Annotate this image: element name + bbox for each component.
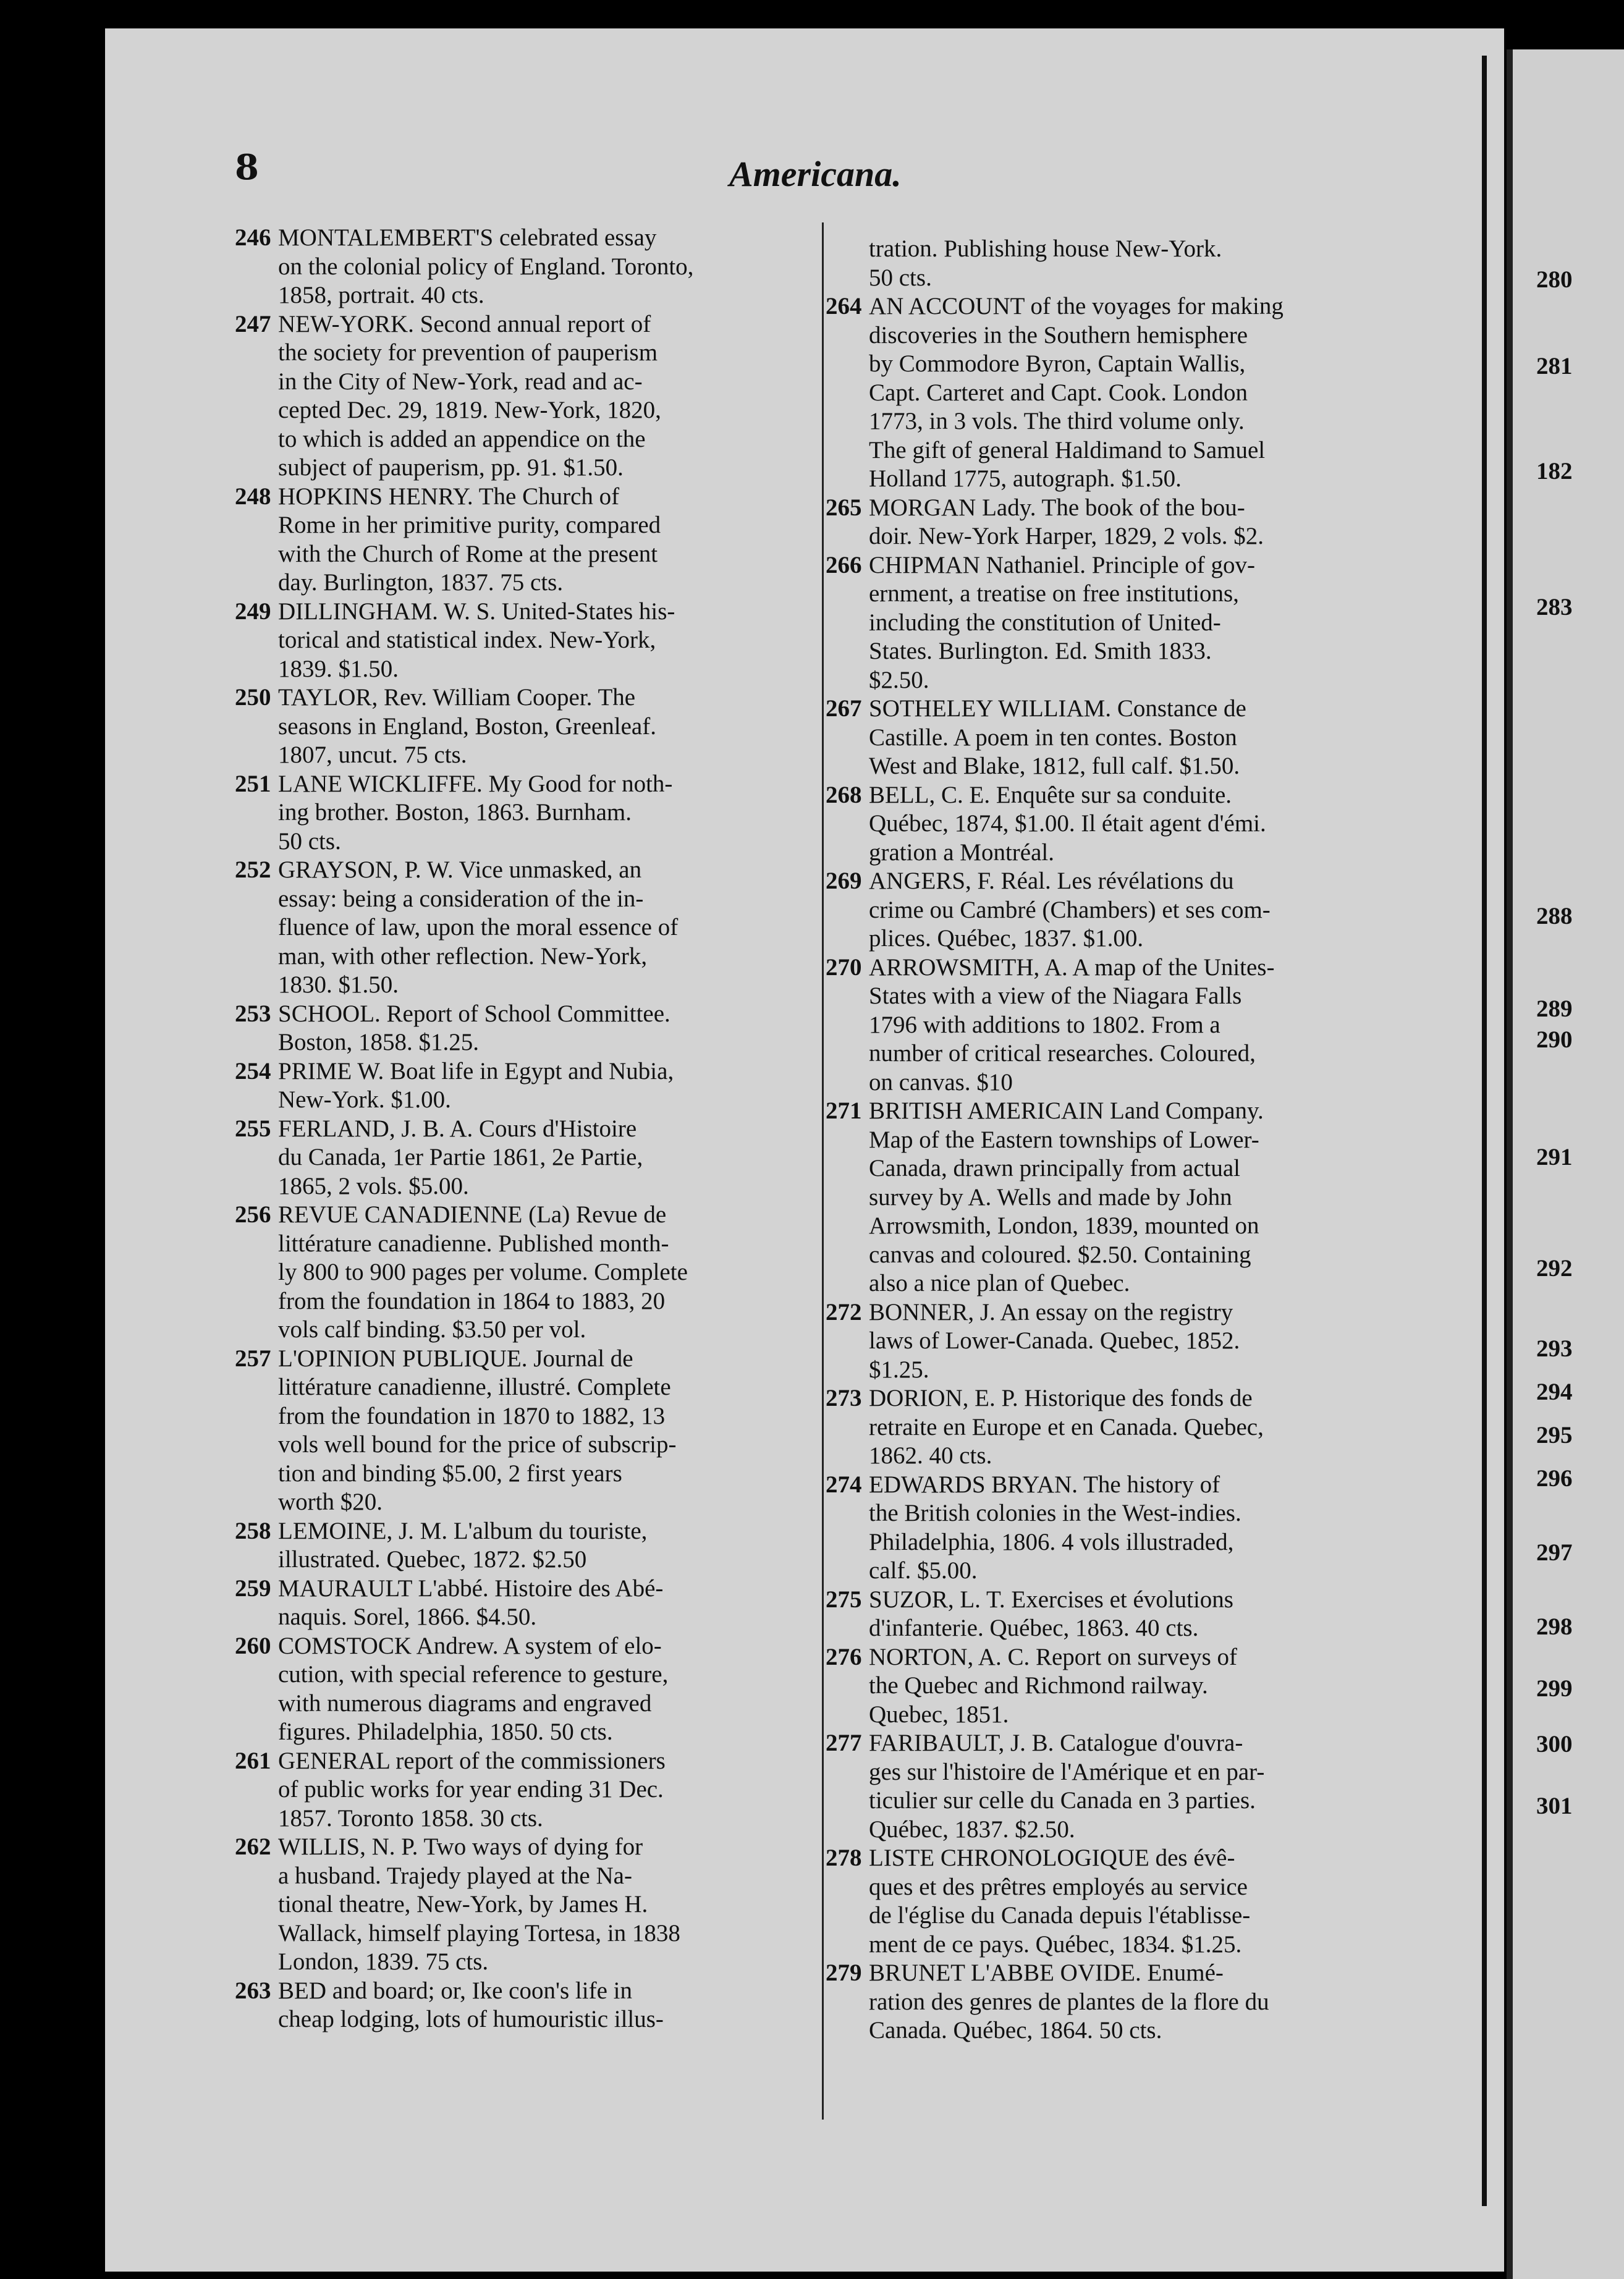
entry-number: 271 xyxy=(826,1097,862,1124)
entry-number: 257 xyxy=(235,1345,271,1372)
next-page-entry-number: 293 xyxy=(1536,1335,1573,1362)
entry-number: 265 xyxy=(826,494,862,521)
entry-text: DORION, E. P. Historique des fonds de retraite en Europe et en Canada. Quebec, 1862. 40 cts. xyxy=(869,1385,1264,1469)
entry-text: GRAYSON, P. W. Vice unmasked, an essay: being a consideration of the in- fluence of law, upon the moral essence of man, with other reflection. New-York, 1830. $1.50. xyxy=(278,856,679,998)
catalogue-entry xyxy=(826,292,1410,494)
catalogue-entry xyxy=(235,1057,813,1115)
entry-number: 247 xyxy=(235,310,271,337)
next-page-entry-number: 299 xyxy=(1536,1675,1573,1702)
entry-text: COMSTOCK Andrew. A system of elo- cution, with special reference to gesture, with numerous diagrams and engraved figures. Philadelphia, 1850. 50 cts. xyxy=(278,1632,669,1745)
entry-number: 266 xyxy=(826,551,862,578)
next-page-entry-number: 182 xyxy=(1536,458,1573,484)
entry-text: MAURAULT L'abbé. Histoire des Abé- naquis. Sorel, 1866. $4.50. xyxy=(278,1575,664,1630)
entry-text: MORGAN Lady. The book of the bou- doir. New-York Harper, 1829, 2 vols. $2. xyxy=(869,494,1264,549)
catalogue-entry xyxy=(826,1471,1410,1586)
entry-number: 262 xyxy=(235,1833,271,1860)
entry-number: 264 xyxy=(826,293,862,319)
entry-text: WILLIS, N. P. Two ways of dying for a husband. Trajedy played at the Na- tional theatre, New-York, by James H. Wallack, himself playing Tortesa, in 1838 London, 1839. 75 cts. xyxy=(278,1833,680,1975)
entry-number: 275 xyxy=(826,1586,862,1613)
entry-text: NEW-YORK. Second annual report of the society for prevention of pauperism in the City of New-York, read and ac- cepted Dec. 29, 1819. New-York, 1820, to which is added an appendice on the subject of pauperism, pp. 91. $1.50. xyxy=(278,310,661,481)
catalogue-entry xyxy=(826,1729,1410,1844)
next-page-entry-number: 289 xyxy=(1536,996,1573,1022)
entry-text: GENERAL report of the commissioners of public works for year ending 31 Dec. 1857. Toronto 1858. 30 cts. xyxy=(278,1747,666,1832)
entry-number: 269 xyxy=(826,868,862,894)
entry-text: SUZOR, L. T. Exercises et évolutions d'infanterie. Québec, 1863. 40 cts. xyxy=(869,1586,1233,1641)
catalogue-entry xyxy=(826,953,1410,1097)
book-gutter xyxy=(1482,56,1487,2206)
next-page-entry-number: 281 xyxy=(1536,353,1573,379)
entry-number: 274 xyxy=(826,1471,862,1498)
next-page-entry-number: 297 xyxy=(1536,1539,1573,1566)
next-page-entry-number: 292 xyxy=(1536,1255,1573,1282)
entry-number: 272 xyxy=(826,1298,862,1326)
catalogue-entry xyxy=(235,224,813,310)
entry-number: 256 xyxy=(235,1201,271,1228)
entry-number: 258 xyxy=(235,1517,271,1544)
entry-text: LANE WICKLIFFE. My Good for noth- ing brother. Boston, 1863. Burnham. 50 cts. xyxy=(278,770,673,855)
entry-number: 273 xyxy=(826,1385,862,1411)
entry-number: 260 xyxy=(235,1632,271,1659)
entry-text: LISTE CHRONOLOGIQUE des évê- ques et des prêtres employés au service de l'église du Canada depuis l'établisse- ment de ce pays. Québec, 1834. $1.25. xyxy=(869,1845,1251,1958)
catalogue-entry xyxy=(235,1517,813,1575)
entry-number: 246 xyxy=(235,224,271,251)
entry-text: AN ACCOUNT of the voyages for making discoveries in the Southern hemisphere by Commodore Byron, Captain Wallis, Capt. Carteret and Capt. Cook. London 1773, in 3 vols. The third volume only. The gift of general Haldimand to Samuel Holland 1775, autograph. $1.50. xyxy=(869,293,1284,492)
entry-text: FERLAND, J. B. A. Cours d'Histoire du Canada, 1er Partie 1861, 2e Partie, 1865, 2 vols. $5.00. xyxy=(278,1115,643,1199)
entry-number: 249 xyxy=(235,598,271,625)
entry-text: TAYLOR, Rev. William Cooper. The seasons in England, Boston, Greenleaf. 1807, uncut. 75 cts. xyxy=(278,684,656,768)
entry-number: 279 xyxy=(826,1960,862,1986)
catalogue-entry xyxy=(235,1575,813,1632)
catalogue-entry xyxy=(826,1643,1410,1730)
entry-number: 253 xyxy=(235,1000,271,1027)
next-page-entry-number: 290 xyxy=(1536,1026,1573,1053)
entry-text: BONNER, J. An essay on the registry laws of Lower-Canada. Quebec, 1852. $1.25. xyxy=(869,1298,1240,1383)
next-page-entry-number: 288 xyxy=(1536,903,1573,929)
entry-text: CHIPMAN Nathaniel. Principle of gov- ernment, a treatise on free institutions, including the constitution of United- States. Burlington. Ed. Smith 1833. $2.50. xyxy=(869,551,1255,693)
catalogue-entry xyxy=(826,1844,1410,1959)
continued-entry-text: tration. Publishing house New-York. 50 cts. xyxy=(869,235,1222,291)
entry-text: SCHOOL. Report of School Committee. Boston, 1858. $1.25. xyxy=(278,1000,670,1055)
entry-number: 259 xyxy=(235,1575,271,1602)
entry-text: BELL, C. E. Enquête sur sa conduite. Québec, 1874, $1.00. Il était agent d'émi. gration a Montréal. xyxy=(869,781,1266,866)
entry-text: L'OPINION PUBLIQUE. Journal de littérature canadienne, illustré. Complete from the foundation in 1870 to 1882, 13 vols well bound for the price of subscrip- tion and binding $5.00, 2 first years worth $20. xyxy=(278,1345,677,1515)
catalogue-entry xyxy=(235,1747,813,1833)
catalogue-entry xyxy=(235,310,813,483)
catalogue-entry xyxy=(235,1632,813,1747)
catalogue-entry xyxy=(235,856,813,1000)
catalogue-entry xyxy=(826,1959,1410,2045)
entry-text: PRIME W. Boat life in Egypt and Nubia, New-York. $1.00. xyxy=(278,1057,674,1113)
entry-number: 267 xyxy=(826,695,862,722)
catalogue-entry xyxy=(826,1298,1410,1385)
catalogue-entry xyxy=(235,1115,813,1201)
next-page-entry-number: 283 xyxy=(1536,594,1573,620)
entry-text: SOTHELEY WILLIAM. Constance de Castille. A poem in ten contes. Boston West and Blake, 1812, full calf. $1.50. xyxy=(869,695,1246,779)
next-page-entry-number: 295 xyxy=(1536,1422,1573,1448)
entry-text: EDWARDS BRYAN. The history of the British colonies in the West-indies. Philadelphia, 1806. 4 vols illustraded, calf. $5.00. xyxy=(869,1471,1241,1584)
entry-number: 251 xyxy=(235,770,271,797)
next-page-entry-number: 294 xyxy=(1536,1379,1573,1405)
entry-text: REVUE CANADIENNE (La) Revue de littérature canadienne. Published month- ly 800 to 900 pages per volume. Complete from the foundation in 1864 to 1883, 20 vols calf binding. $3.50 per vol. xyxy=(278,1201,688,1343)
entry-text: BRUNET L'ABBE OVIDE. Enumé- ration des genres de plantes de la flore du Canada. Québec, 1864. 50 cts. xyxy=(869,1960,1269,2044)
entry-text: HOPKINS HENRY. The Church of Rome in her primitive purity, compared with the Church of Rome at the present day. Burlington, 1837. 75 cts. xyxy=(278,483,661,596)
catalogue-entry xyxy=(826,1586,1410,1643)
entry-number: 270 xyxy=(826,953,862,981)
entry-text: BRITISH AMERICAIN Land Company. Map of the Eastern townships of Lower- Canada, drawn principally from actual survey by A. Wells and made by John Arrowsmith, London, 1839, mounted on canvas and coloured. $2.50. Containing also a nice plan of Quebec. xyxy=(869,1097,1264,1296)
entry-number: 268 xyxy=(826,781,862,808)
entry-number: 252 xyxy=(235,856,271,883)
running-title: Americana. xyxy=(729,154,902,194)
catalogue-entry xyxy=(235,483,813,598)
entry-number: 276 xyxy=(826,1643,862,1670)
entry-number: 250 xyxy=(235,684,271,711)
entry-number: 255 xyxy=(235,1115,271,1142)
next-page-entry-number: 298 xyxy=(1536,1613,1573,1640)
catalogue-entry xyxy=(235,1833,813,1977)
catalogue-entry xyxy=(826,781,1410,868)
catalogue-entry xyxy=(235,1345,813,1517)
catalogue-entry xyxy=(826,1097,1410,1298)
catalogue-entry xyxy=(826,551,1410,695)
entry-text: ARROWSMITH, A. A map of the Unites- States with a view of the Niagara Falls 1796 with additions to 1802. From a number of critical researches. Coloured, on canvas. $10 xyxy=(869,953,1275,1096)
entry-number: 263 xyxy=(235,1977,271,2004)
catalogue-entry xyxy=(826,1384,1410,1471)
catalogue-entry xyxy=(235,770,813,856)
entry-text: MONTALEMBERT'S celebrated essay on the colonial policy of England. Toronto, 1858, portrait. 40 cts. xyxy=(278,224,694,308)
catalogue-entry xyxy=(826,695,1410,781)
catalogue-entry xyxy=(235,1201,813,1345)
catalogue-entry xyxy=(235,1000,813,1057)
right-column xyxy=(826,235,1410,2045)
entry-number: 277 xyxy=(826,1730,862,1756)
next-page-entry-number: 300 xyxy=(1536,1731,1573,1757)
column-divider xyxy=(822,222,824,2120)
catalogue-entry xyxy=(826,867,1410,953)
entry-text: FARIBAULT, J. B. Catalogue d'ouvra- ges sur l'histoire de l'Amérique et en par- ticulier sur celle du Canada en 3 parties. Québec, 1837. $2.50. xyxy=(869,1730,1265,1843)
page-number: 8 xyxy=(235,147,259,188)
entry-number: 248 xyxy=(235,483,271,510)
next-page-entry-number: 296 xyxy=(1536,1465,1573,1492)
entry-number: 254 xyxy=(235,1057,271,1085)
catalogue-entry xyxy=(235,683,813,770)
entry-text: BED and board; or, Ike coon's life in cheap lodging, lots of humouristic illus- xyxy=(278,1977,664,2032)
catalogue-entry xyxy=(826,494,1410,551)
catalogue-entry xyxy=(235,598,813,684)
left-column xyxy=(235,224,813,2034)
entry-text: LEMOINE, J. M. L'album du touriste, illustrated. Quebec, 1872. $2.50 xyxy=(278,1517,648,1573)
next-page-entry-number: 280 xyxy=(1536,266,1573,293)
next-page-entry-number: 291 xyxy=(1536,1144,1573,1170)
entry-text: ANGERS, F. Réal. Les révélations du crime ou Cambré (Chambers) et ses com- plices. Québec, 1837. $1.00. xyxy=(869,868,1271,952)
entry-text: NORTON, A. C. Report on surveys of the Quebec and Richmond railway. Quebec, 1851. xyxy=(869,1643,1238,1728)
entry-number: 278 xyxy=(826,1845,862,1871)
next-page-entry-number: 301 xyxy=(1536,1793,1573,1819)
entry-number: 261 xyxy=(235,1747,271,1774)
entry-text: DILLINGHAM. W. S. United-States his- torical and statistical index. New-York, 1839. $1.50. xyxy=(278,598,675,682)
catalogue-entry xyxy=(235,1977,813,2034)
